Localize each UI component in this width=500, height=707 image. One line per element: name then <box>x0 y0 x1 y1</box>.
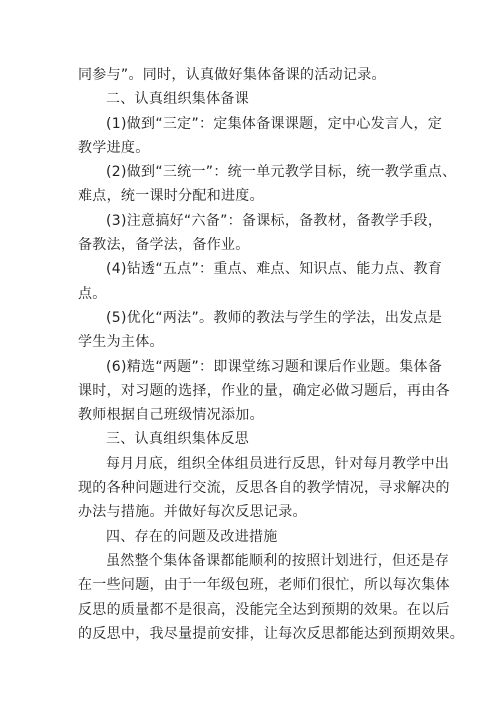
text-line: 难点，统一课时分配和进度。 <box>78 188 264 205</box>
text-line: 现的各种问题进行交流，反思各自的教学情况，寻求解决的 <box>78 480 450 497</box>
text-line: 在一些问题，由于一年级包班，老师们很忙，所以每次集体 <box>78 577 450 594</box>
section-heading-3: 三、认真组织集体反思 <box>106 431 249 448</box>
document-body <box>78 63 465 646</box>
text-line: 办法与措施。并做好每次反思记录。 <box>78 504 307 521</box>
text-line: (6)精选“两题”：即课堂练习题和课后作业题。集体备 <box>106 358 443 375</box>
text-line: (2)做到“三统一”：统一单元教学目标，统一教学重点、 <box>106 164 457 181</box>
text-line: 反思的质量都不是很高，没能完全达到预期的效果。在以后 <box>78 601 450 618</box>
text-line: 的反思中，我尽量提前安排，让每次反思都能达到预期效果。 <box>78 625 465 642</box>
text-line: 学生为主体。 <box>78 334 164 351</box>
text-line: 课时，对习题的选择，作业的量，确定必做习题后，再由各 <box>78 382 450 399</box>
text-line: 点。 <box>78 285 107 302</box>
text-line: 教师根据自己班级情况添加。 <box>78 407 264 424</box>
text-line: 教学进度。 <box>78 139 150 156</box>
text-line: (1)做到“三定”：定集体备课课题，定中心发言人，定 <box>106 115 443 132</box>
text-line: 同参与”。同时，认真做好集体备课的活动记录。 <box>78 67 386 83</box>
text-line: 虽然整个集体备课都能顺利的按照计划进行，但还是存 <box>106 552 450 569</box>
text-line: (4)钻透“五点”：重点、难点、知识点、能力点、教育 <box>106 261 443 278</box>
section-heading-2: 二、认真组织集体备课 <box>106 91 249 108</box>
section-heading-4: 四、存在的问题及改进措施 <box>106 528 278 545</box>
text-line: (5)优化“两法”。教师的教法与学生的学法，出发点是 <box>106 309 443 326</box>
text-line: 每月月底，组织全体组员进行反思，针对每月教学中出 <box>106 455 450 472</box>
text-line: 备教法，备学法，备作业。 <box>78 237 250 254</box>
text-line: (3)注意搞好“六备”：备课标，备教材，备教学手段， <box>106 212 443 229</box>
